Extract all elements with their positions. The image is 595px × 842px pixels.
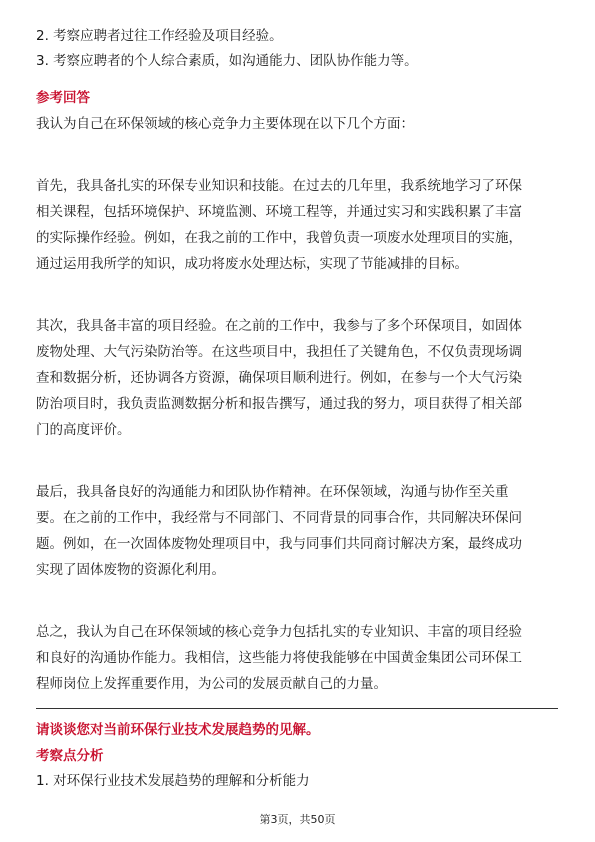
analysis-item-1: 1. 对环保行业技术发展趋势的理解和分析能力 [36, 773, 310, 789]
paragraph-line: 门的高度评价。 [36, 422, 131, 438]
section-divider [36, 708, 558, 709]
paragraph-line: 总之，我认为自己在环保领域的核心竞争力包括扎实的专业知识、丰富的项目经验 [36, 624, 522, 640]
paragraph-line: 首先，我具备扎实的环保专业知识和技能。在过去的几年里，我系统地学习了环保 [36, 178, 522, 194]
paragraph-line: 防治项目时，我负责监测数据分析和报告撰写，通过我的努力，项目获得了相关部 [36, 396, 522, 412]
paragraph-line: 的实际操作经验。例如，在我之前的工作中，我曾负责一项废水处理项目的实施， [36, 230, 522, 246]
paragraph-line: 查和数据分析，还协调各方资源，确保项目顺利进行。例如，在参与一个大气污染 [36, 370, 522, 386]
paragraph-line: 最后，我具备良好的沟通能力和团队协作精神。在环保领域，沟通与协作至关重 [36, 484, 509, 500]
paragraph-line: 实现了固体废物的资源化利用。 [36, 562, 225, 578]
paragraph-line: 要。在之前的工作中，我经常与不同部门、不同背景的同事合作，共同解决环保问 [36, 510, 522, 526]
paragraph-line: 程师岗位上发挥重要作用，为公司的发展贡献自己的力量。 [36, 676, 387, 692]
criteria-item-3: 3. 考察应聘者的个人综合素质，如沟通能力、团队协作能力等。 [36, 53, 418, 69]
paragraph-line: 废物处理、大气污染防治等。在这些项目中，我担任了关键角色，不仅负责现场调 [36, 344, 522, 360]
paragraph-line: 相关课程，包括环境保护、环境监测、环境工程等，并通过实习和实践积累了丰富 [36, 204, 522, 220]
paragraph-line: 通过运用我所学的知识，成功将废水处理达标，实现了节能减排的目标。 [36, 256, 468, 272]
paragraph-line: 其次，我具备丰富的项目经验。在之前的工作中，我参与了多个环保项目，如固体 [36, 318, 522, 334]
page-number-footer: 第3页，共50页 [259, 813, 336, 826]
criteria-item-2: 2. 考察应聘者过往工作经验及项目经验。 [36, 28, 283, 44]
analysis-heading: 考察点分析 [36, 748, 104, 764]
paragraph-line: 题。例如，在一次固体废物处理项目中，我与同事们共同商讨解决方案，最终成功 [36, 536, 522, 552]
answer-heading: 参考回答 [36, 90, 90, 106]
next-question: 请谈谈您对当前环保行业技术发展趋势的见解。 [36, 722, 320, 738]
answer-intro: 我认为自己在环保领域的核心竞争力主要体现在以下几个方面： [36, 116, 414, 132]
paragraph-line: 和良好的沟通协作能力。我相信，这些能力将使我能够在中国黄金集团公司环保工 [36, 650, 522, 666]
